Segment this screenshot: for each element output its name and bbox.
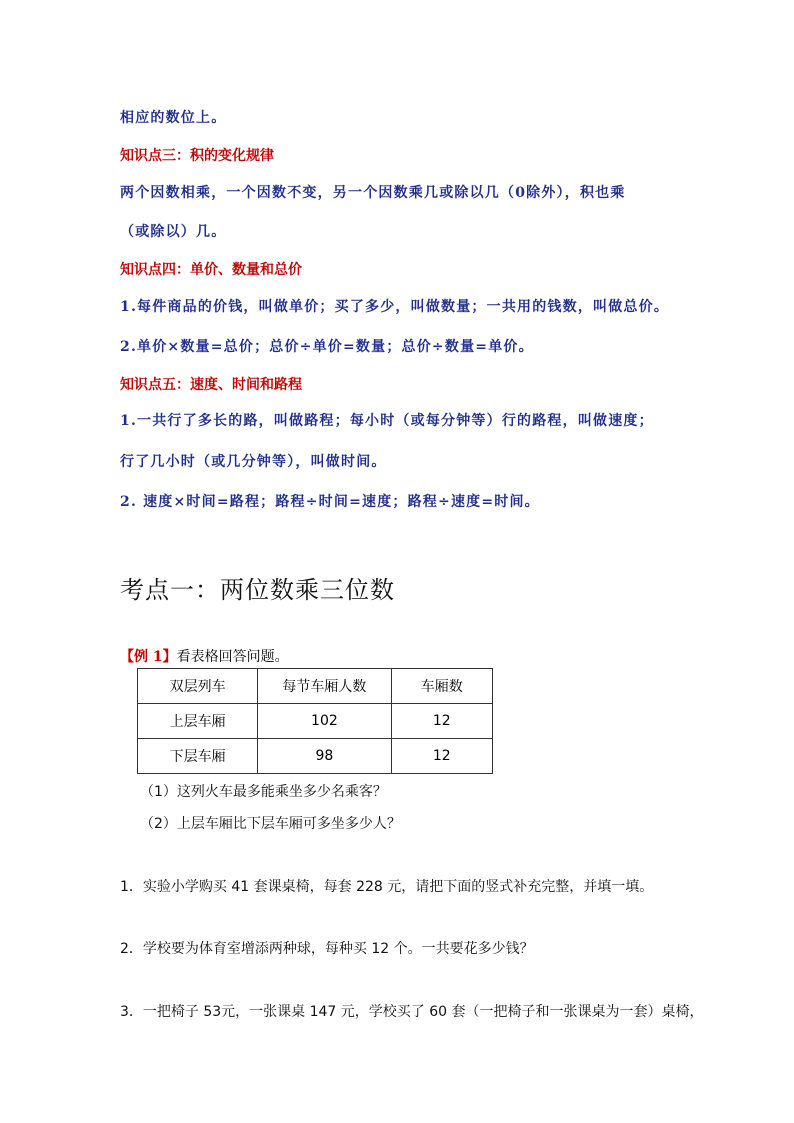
example-heading <box>120 646 289 666</box>
text-line: 行了几小时（或几分钟等），叫做时间。 <box>120 454 387 470</box>
question-1: （1）这列火车最多能乘坐多少名乘客？ <box>140 784 387 800</box>
problem-1: 1．实验小学购买 41 套课桌椅，每套 228 元，请把下面的竖式补充完整，并填一填。 <box>120 879 654 895</box>
table-row <box>138 704 493 739</box>
table-header-cell: 双层列车 <box>138 669 258 704</box>
data-table <box>137 668 493 774</box>
table-cell: 102 <box>258 704 391 739</box>
example-tag: 【例 1】 <box>120 649 177 665</box>
table-cell: 98 <box>258 739 391 774</box>
table-header-cell: 每节车厢人数 <box>258 669 391 704</box>
table-header-row <box>138 669 493 704</box>
table-cell: 12 <box>391 739 492 774</box>
text-line: 1.一共行了多长的路，叫做路程；每小时（或每分钟等）行的路程，叫做速度； <box>120 413 654 429</box>
table-header-cell: 车厢数 <box>391 669 492 704</box>
table-row <box>138 739 493 774</box>
text-line: 1.每件商品的价钱，叫做单价；买了多少，叫做数量；一共用的钱数，叫做总价。 <box>120 299 670 315</box>
problem-3: 3．一把椅子 53元，一张课桌 147 元，学校买了 60 套（一把椅子和一张课桌为一套）桌椅， <box>120 1004 704 1020</box>
problem-2: 2．学校要为体育室增添两种球，每种买 12 个。一共要花多少钱？ <box>120 941 534 957</box>
text-line: （或除以）几。 <box>120 224 227 240</box>
section-title: 考点一：两位数乘三位数 <box>120 576 395 604</box>
question-2: （2）上层车厢比下层车厢可多坐多少人？ <box>140 816 401 832</box>
heading-knowledge-4: 知识点四：单价、数量和总价 <box>120 262 302 278</box>
text-line: 2. 速度×时间=路程；路程÷时间=速度；路程÷速度=时间。 <box>120 494 540 510</box>
table-cell: 12 <box>391 704 492 739</box>
text-line: 2.单价×数量=总价；总价÷单价=数量；总价÷数量=单价。 <box>120 339 534 355</box>
table-cell: 上层车厢 <box>138 704 258 739</box>
example-text: 看表格回答问题。 <box>176 649 289 665</box>
text-line: 相应的数位上。 <box>120 110 227 126</box>
heading-knowledge-5: 知识点五：速度、时间和路程 <box>120 377 302 393</box>
table-cell: 下层车厢 <box>138 739 258 774</box>
heading-knowledge-3: 知识点三：积的变化规律 <box>120 148 274 164</box>
text-line: 两个因数相乘，一个因数不变，另一个因数乘几或除以几（0除外），积也乘 <box>120 185 626 201</box>
